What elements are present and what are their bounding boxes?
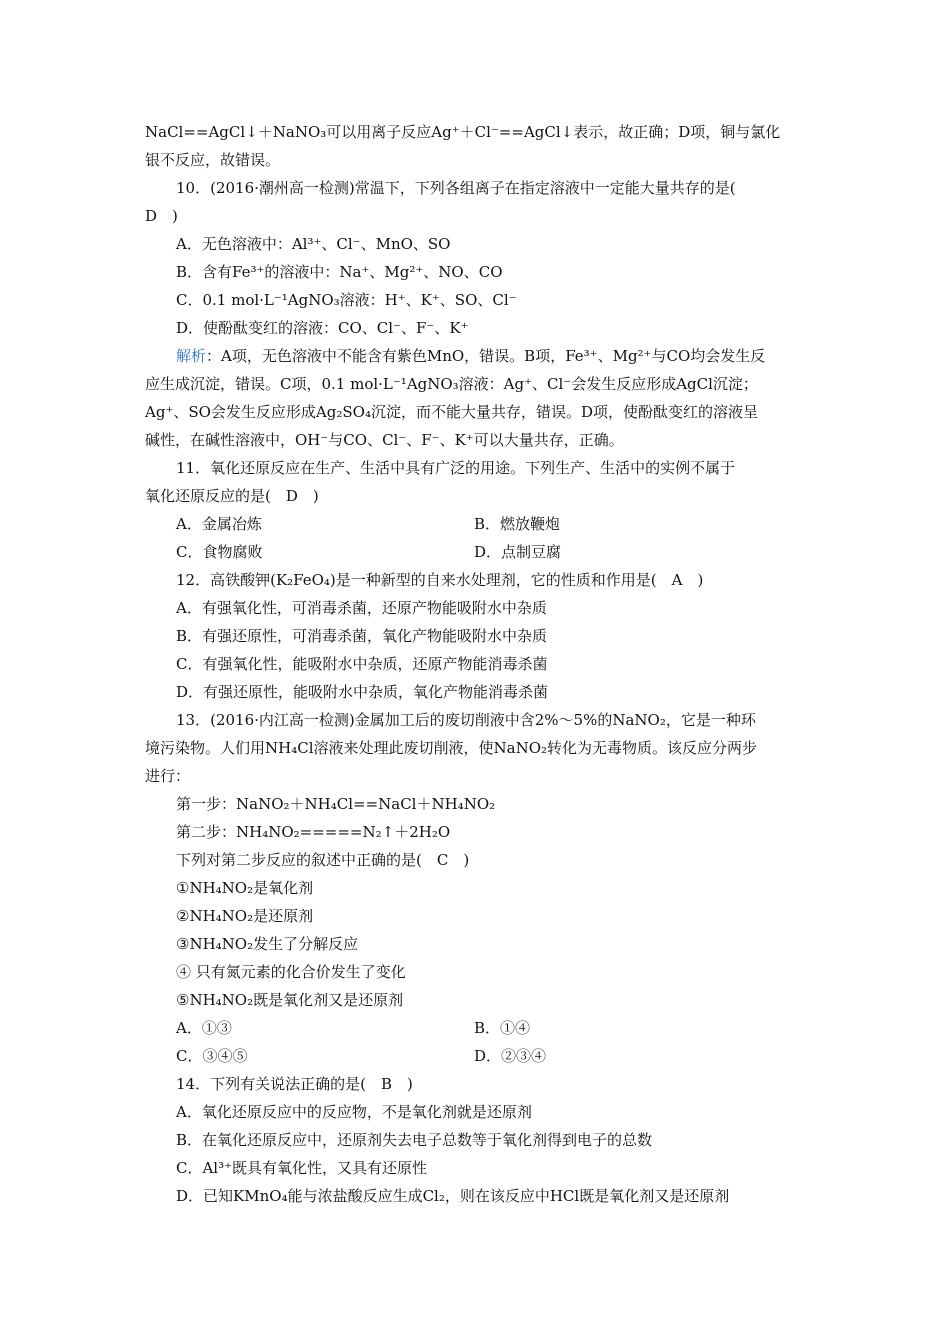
question-11-options-row [176,538,810,566]
question-13-options-row [176,1042,810,1070]
question-13-stem-cont: 境污染物。人们用NH₄Cl溶液来处理此废切削液，使NaNO₂转化为无毒物质。该反应分两步 [145,739,758,757]
question-14-option-d: D．已知KMnO₄能与浓盐酸反应生成Cl₂，则在该反应中HCl既是氧化剂又是还原剂 [176,1187,730,1205]
question-12-option-b: B．有强还原性，可消毒杀菌，氧化产物能吸附水中杂质 [176,627,548,645]
question-11-stem: 11．氧化还原反应在生产、生活中具有广泛的用途。下列生产、生活中的实例不属于 [176,459,736,477]
text-line: 银不反应，故错误。 [145,151,281,169]
question-10-option-b: B．含有Fe³⁺的溶液中：Na⁺、Mg²⁺、NO、CO [176,263,503,281]
question-13-statement: ①NH₄NO₂是氧化剂 [176,879,314,897]
question-13-statement: ③NH₄NO₂发生了分解反应 [176,935,359,953]
question-10-stem: 10．(2016·潮州高一检测)常温下，下列各组离子在指定溶液中一定能大量共存的是( [176,179,736,197]
question-13-statement: ⑤NH₄NO₂既是氧化剂又是还原剂 [176,991,404,1009]
question-12-option-c: C．有强氧化性，能吸附水中杂质，还原产物能消毒杀菌 [176,655,548,673]
question-13-statement: ②NH₄NO₂是还原剂 [176,907,314,925]
analysis-label: 解析 [176,347,207,365]
text-line: NaCl==AgCl↓＋NaNO₃可以用离子反应Ag⁺＋Cl⁻==AgCl↓表示，故正确；D项，铜与氯化 [145,123,781,141]
question-14-stem: 14．下列有关说法正确的是( B ) [176,1075,413,1093]
question-13-step-2: 第二步：NH₄NO₂=====N₂↑＋2H₂O [176,823,451,841]
question-11-options-row [176,510,810,538]
analysis-line: Ag⁺、SO会发生反应形成Ag₂SO₄沉淀，而不能大量共存，错误。D项，使酚酞变红的溶液呈 [145,403,758,421]
analysis-line: 碱性，在碱性溶液中，OH⁻与CO、Cl⁻、F⁻、K⁺可以大量共存，正确。 [145,431,624,449]
question-13-option-c: C．③④⑤ [176,1047,248,1065]
question-10-option-a: A．无色溶液中：Al³⁺、Cl⁻、MnO、SO [176,235,451,253]
question-11-option-c: C．食物腐败 [176,543,263,561]
question-11-stem-cont: 氧化还原反应的是( D ) [145,487,319,505]
question-11-option-d: D．点制豆腐 [474,543,562,561]
analysis-line: 应生成沉淀，错误。C项，0.1 mol·L⁻¹AgNO₃溶液：Ag⁺、Cl⁻会发生反应形成AgCl沉淀； [145,375,758,393]
question-13-statement: ④ 只有氮元素的化合价发生了变化 [176,963,406,981]
question-10-answer: D ) [145,207,178,225]
question-13-option-b: B．①④ [474,1019,531,1037]
analysis-text: ：A项，无色溶液中不能含有紫色MnO，错误。B项，Fe³⁺、Mg²⁺与CO均会发生反 [206,347,766,365]
question-13-stem: 13．(2016·内江高一检测)金属加工后的废切削液中含2%～5%的NaNO₂，它是一种环 [176,711,756,729]
question-12-option-a: A．有强氧化性，可消毒杀菌，还原产物能吸附水中杂质 [176,599,547,617]
question-14-option-a: A．氧化还原反应中的反应物，不是氧化剂就是还原剂 [176,1103,532,1121]
question-14-option-b: B．在氧化还原反应中，还原剂失去电子总数等于氧化剂得到电子的总数 [176,1131,653,1149]
question-13-stem-cont: 进行： [145,767,191,785]
question-14-option-c: C．Al³⁺既具有氧化性，又具有还原性 [176,1159,428,1177]
question-13-step-1: 第一步：NaNO₂＋NH₄Cl==NaCl＋NH₄NO₂ [176,795,496,813]
question-11-option-b: B．燃放鞭炮 [474,515,561,533]
question-13-option-a: A．①③ [176,1019,232,1037]
question-12-stem: 12．高铁酸钾(K₂FeO₄)是一种新型的自来水处理剂，它的性质和作用是( A ) [176,571,704,589]
question-13-prompt: 下列对第二步反应的叙述中正确的是( C ) [176,851,470,869]
question-12-option-d: D．有强还原性，能吸附水中杂质，氧化产物能消毒杀菌 [176,683,549,701]
question-13-option-d: D．②③④ [474,1047,547,1065]
question-11-option-a: A．金属冶炼 [176,515,262,533]
question-13-options-row [176,1014,810,1042]
question-10-option-d: D．使酚酞变红的溶液：CO、Cl⁻、F⁻、K⁺ [176,319,469,337]
question-10-option-c: C．0.1 mol·L⁻¹AgNO₃溶液：H⁺、K⁺、SO、Cl⁻ [176,291,517,309]
analysis-line [176,342,810,370]
